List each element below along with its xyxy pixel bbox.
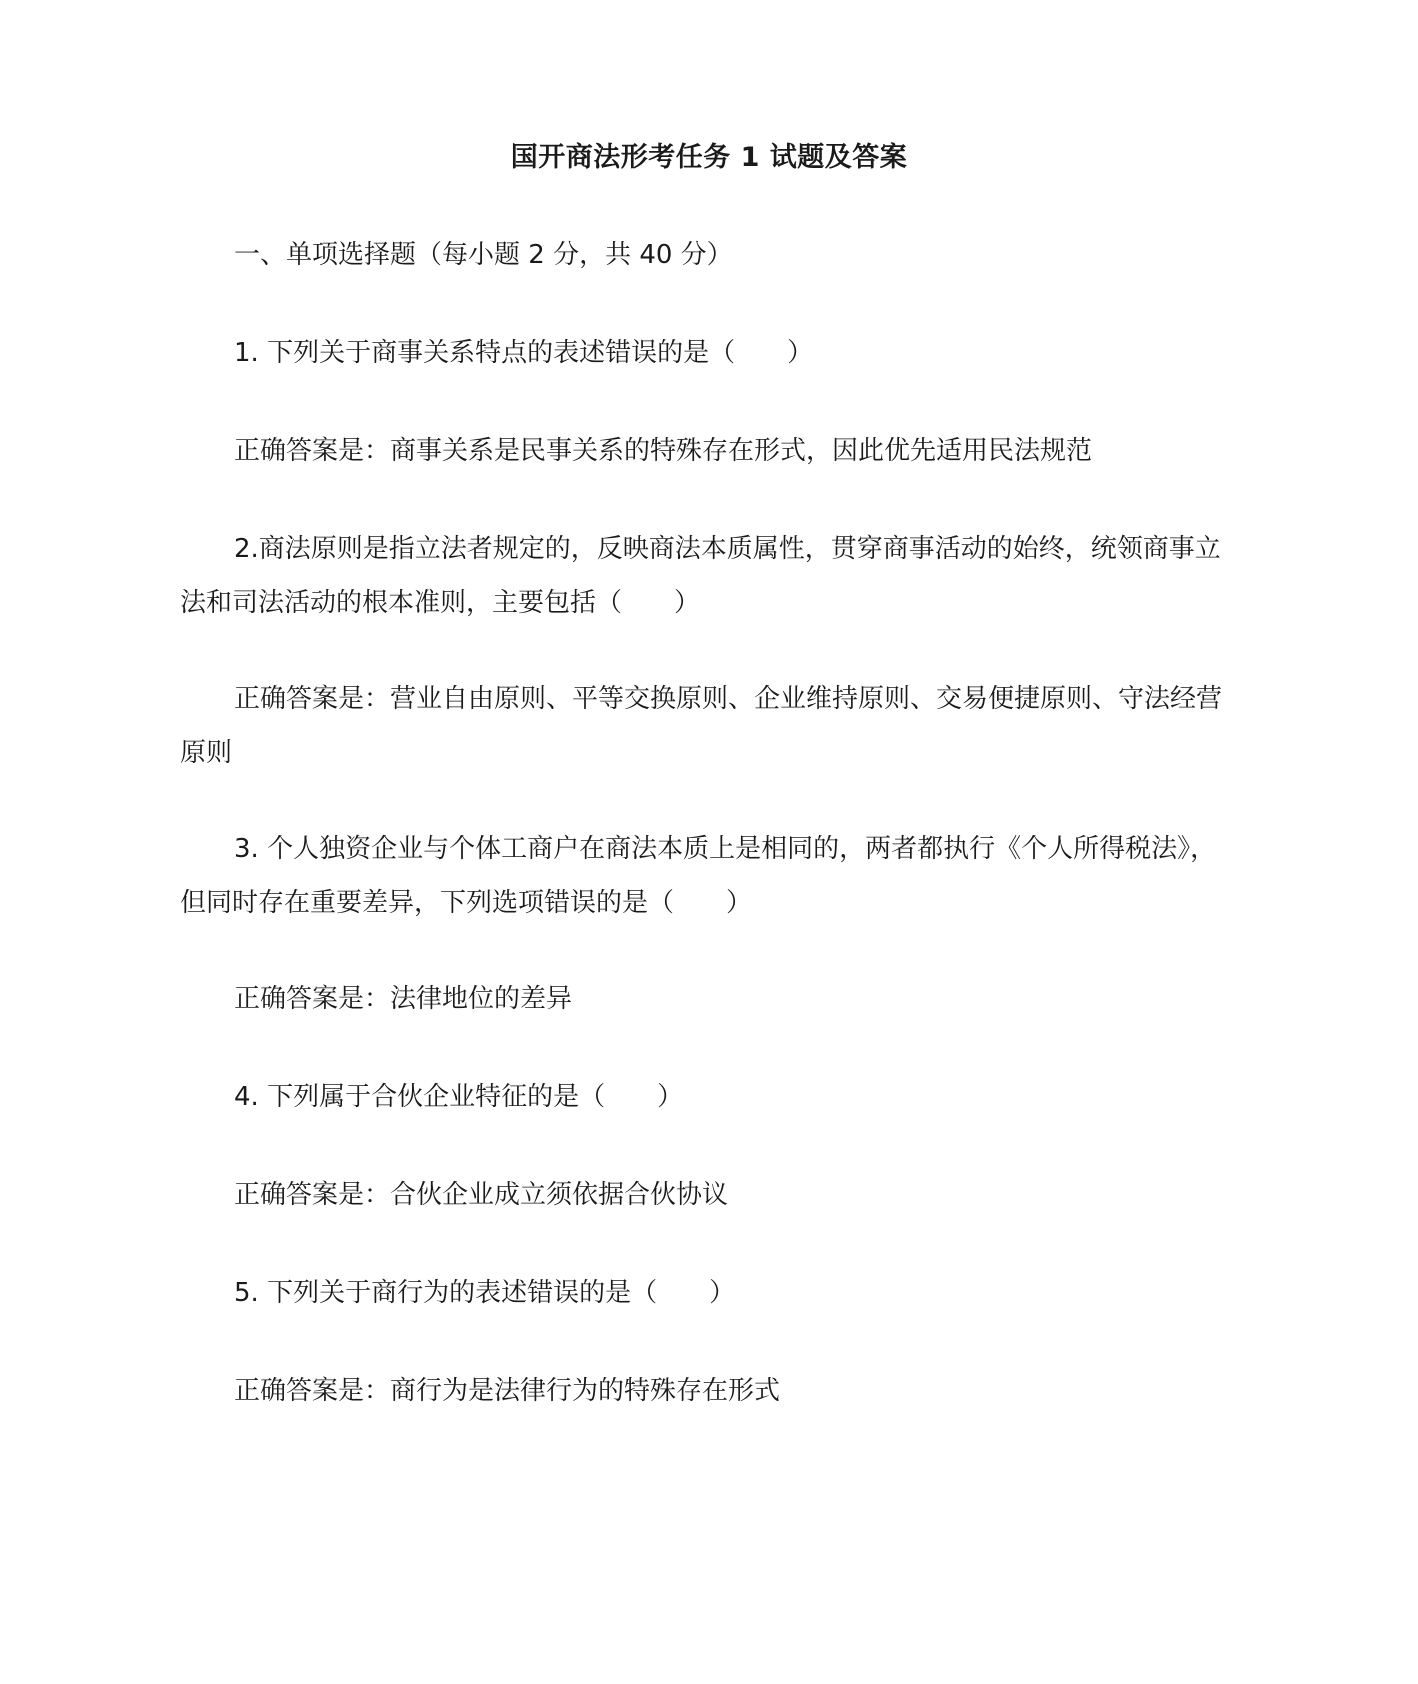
answer-4: 正确答案是：合伙企业成立须依据合伙协议 bbox=[234, 1180, 729, 1210]
answer-3: 正确答案是：法律地位的差异 bbox=[234, 984, 573, 1014]
answer-2: 正确答案是：营业自由原则、平等交换原则、企业维持原则、交易便捷原则、守法经营原则 bbox=[180, 684, 1223, 768]
question-1: 1. 下列关于商事关系特点的表述错误的是（ ） bbox=[234, 338, 814, 368]
question-2: 2.商法原则是指立法者规定的，反映商法本质属性，贯穿商事活动的始终，统领商事立法和司法活动的根本准则，主要包括（ ） bbox=[180, 534, 1221, 618]
document-title: 国开商法形考任务 1 试题及答案 bbox=[510, 142, 908, 173]
question-4: 4. 下列属于合伙企业特征的是（ ） bbox=[234, 1082, 684, 1112]
question-5: 5. 下列关于商行为的表述错误的是（ ） bbox=[234, 1278, 736, 1308]
answer-5: 正确答案是：商行为是法律行为的特殊存在形式 bbox=[234, 1376, 781, 1406]
answer-1: 正确答案是：商事关系是民事关系的特殊存在形式，因此优先适用民法规范 bbox=[234, 436, 1093, 466]
question-3: 3. 个人独资企业与个体工商户在商法本质上是相同的，两者都执行《个人所得税法》，但同时存在重要差异，下列选项错误的是（ ） bbox=[180, 834, 1217, 918]
section-heading: 一、单项选择题（每小题 2 分，共 40 分） bbox=[234, 240, 733, 270]
